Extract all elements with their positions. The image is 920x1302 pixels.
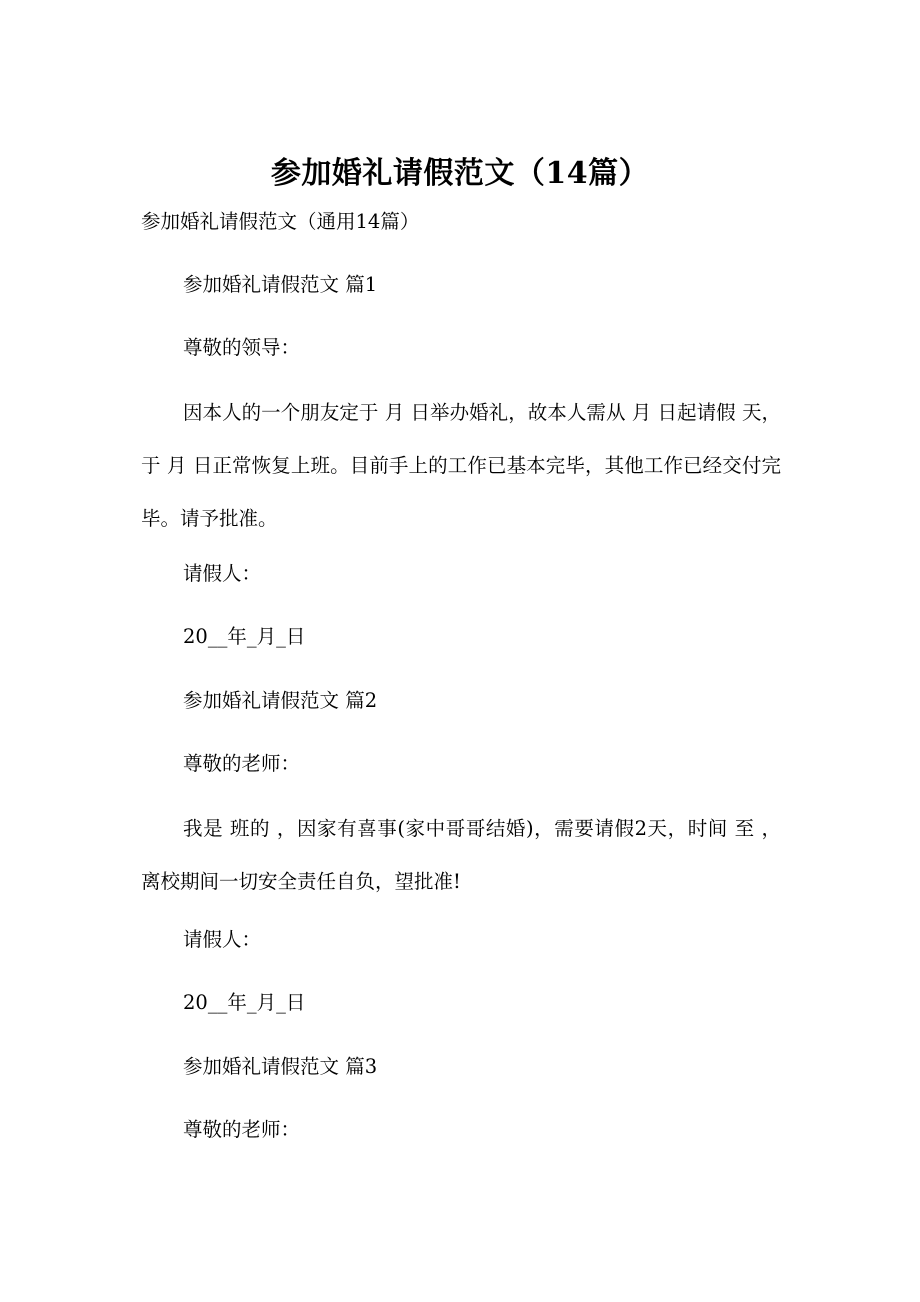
section-heading: 参加婚礼请假范文 篇1 bbox=[183, 273, 378, 296]
body-paragraph: 我是 班的 ，因家有喜事(家中哥哥结婚)，需要请假2天，时间 至 ，离校期间一切安全责任自负，望批准! bbox=[141, 817, 781, 893]
salutation: 尊敬的老师： bbox=[183, 752, 301, 775]
signer-label: 请假人： bbox=[183, 562, 262, 585]
body-paragraph: 因本人的一个朋友定于 月 日举办婚礼，故本人需从 月 日起请假 天，于 月 日正常恢复上班。目前手上的工作已基本完毕，其他工作已经交付完毕。请予批准。 bbox=[141, 401, 781, 530]
section-heading: 参加婚礼请假范文 篇3 bbox=[183, 1055, 378, 1078]
document-title: 参加婚礼请假范文（14篇） bbox=[270, 156, 650, 191]
date-line: 20__年_月_日 bbox=[183, 991, 306, 1014]
signer-label: 请假人： bbox=[183, 928, 262, 951]
salutation: 尊敬的老师： bbox=[183, 1118, 301, 1141]
date-line: 20__年_月_日 bbox=[183, 625, 306, 648]
document-subtitle: 参加婚礼请假范文（通用14篇） bbox=[141, 210, 420, 233]
section-heading: 参加婚礼请假范文 篇2 bbox=[183, 689, 378, 712]
salutation: 尊敬的领导： bbox=[183, 336, 301, 359]
